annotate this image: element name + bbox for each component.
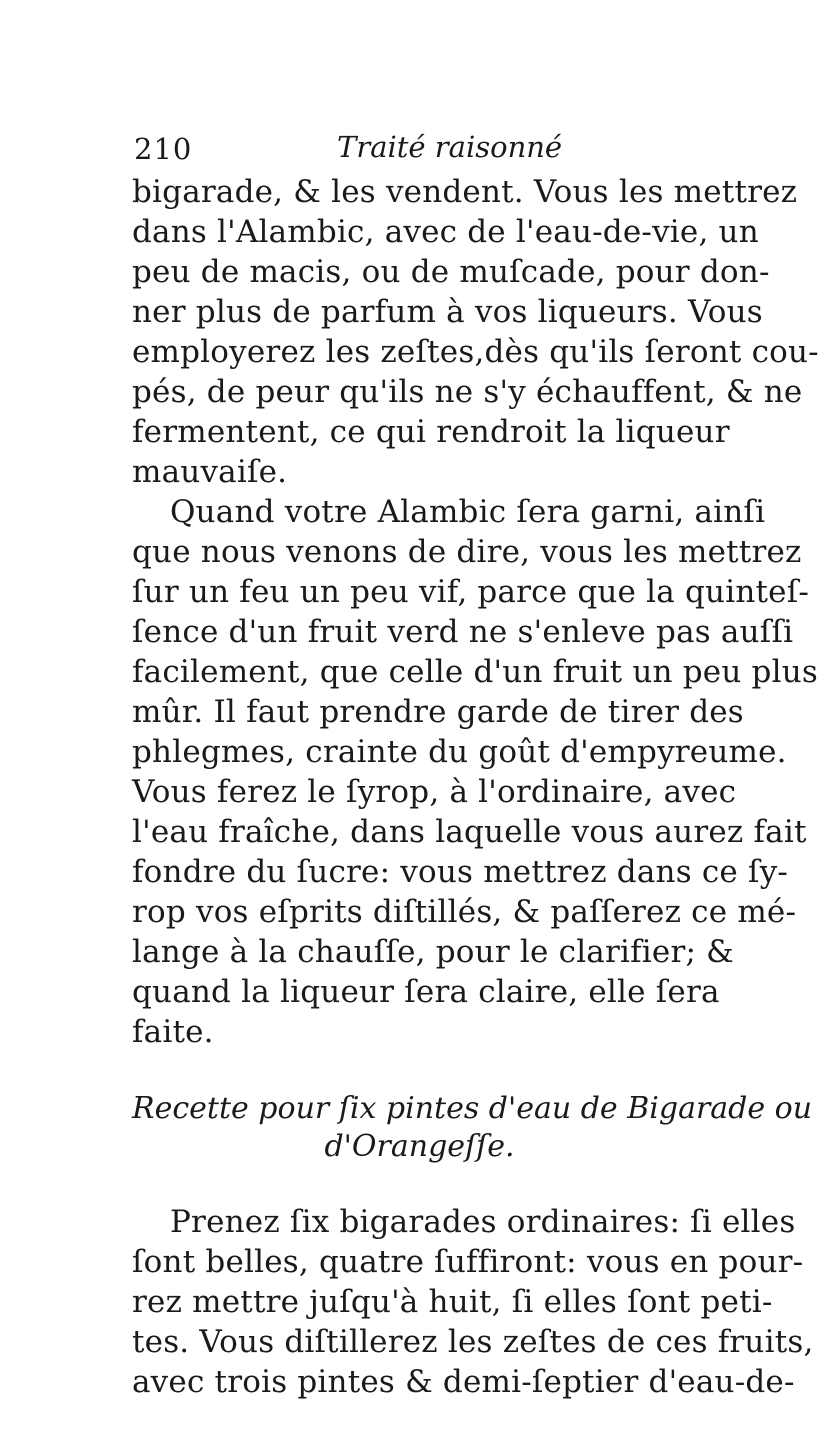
- text-line: fermentent, ce qui rendroit la liqueur: [132, 414, 730, 450]
- text-line: phlegmes, crainte du goût d'empyreume.: [132, 734, 787, 770]
- text-line: Quand votre Alambic ſera garni, ainſi: [170, 494, 766, 530]
- text-line: tes. Vous diſtillerez les zeſtes de ces fruits,: [132, 1324, 814, 1360]
- text-line: bigarade, & les vendent. Vous les mettrez: [132, 174, 798, 210]
- text-line: ſence d'un fruit verd ne s'enleve pas auſſi: [132, 614, 794, 650]
- text-line: avec trois pintes & demi-ſeptier d'eau-de-: [132, 1364, 795, 1400]
- text-line: mauvaiſe.: [132, 454, 288, 490]
- text-line: Vous ferez le ſyrop, à l'ordinaire, avec: [132, 774, 737, 810]
- page-number: 210: [134, 132, 193, 166]
- book-page: [132, 128, 819, 1402]
- text-line: dans l'Alambic, avec de l'eau-de-vie, un: [132, 214, 759, 250]
- text-line: faite.: [132, 1014, 214, 1050]
- text-line: Prenez ſix bigarades ordinaires: ſi elles: [170, 1204, 796, 1240]
- paragraph-1: [132, 172, 819, 492]
- paragraph-3: [132, 1202, 814, 1402]
- paragraph-2: [132, 492, 818, 1052]
- recipe-heading-line: Recette pour ſix pintes d'eau de Bigarade ou: [132, 1091, 813, 1126]
- text-line: quand la liqueur ſera claire, elle ſera: [132, 974, 720, 1010]
- text-line: ner plus de parfum à vos liqueurs. Vous: [132, 294, 763, 330]
- text-line: employerez les zeſtes,dès qu'ils ſeront cou-: [132, 334, 819, 370]
- text-line: ſur un feu un peu vif, parce que la quinteſ-: [132, 574, 810, 610]
- text-line: lange à la chauſſe, pour le clarifier; &: [132, 934, 734, 970]
- recipe-heading: [132, 1090, 813, 1166]
- running-head: [132, 128, 707, 172]
- text-line: rop vos eſprits diſtillés, & paſſerez ce mé-: [132, 894, 797, 930]
- text-line: fondre du ſucre: vous mettrez dans ce ſy-: [132, 854, 789, 890]
- text-line: l'eau fraîche, dans laquelle vous aurez fait: [132, 814, 807, 850]
- text-line: ſont belles, quatre ſuffiront: vous en pour-: [132, 1244, 804, 1280]
- text-line: mûr. Il faut prendre garde de tirer des: [132, 694, 744, 730]
- text-line: facilement, que celle d'un fruit un peu plus: [132, 654, 818, 690]
- text-line: peu de macis, ou de muſcade, pour don-: [132, 254, 770, 290]
- text-line: pés, de peur qu'ils ne s'y échauffent, & ne: [132, 374, 803, 410]
- text-line: rez mettre juſqu'à huit, ſi elles ſont peti-: [132, 1284, 773, 1320]
- text-line: que nous venons de dire, vous les mettrez: [132, 534, 802, 570]
- recipe-heading-line: d'Orangeſſe.: [324, 1129, 515, 1164]
- running-title: Traité raisonné: [337, 130, 563, 164]
